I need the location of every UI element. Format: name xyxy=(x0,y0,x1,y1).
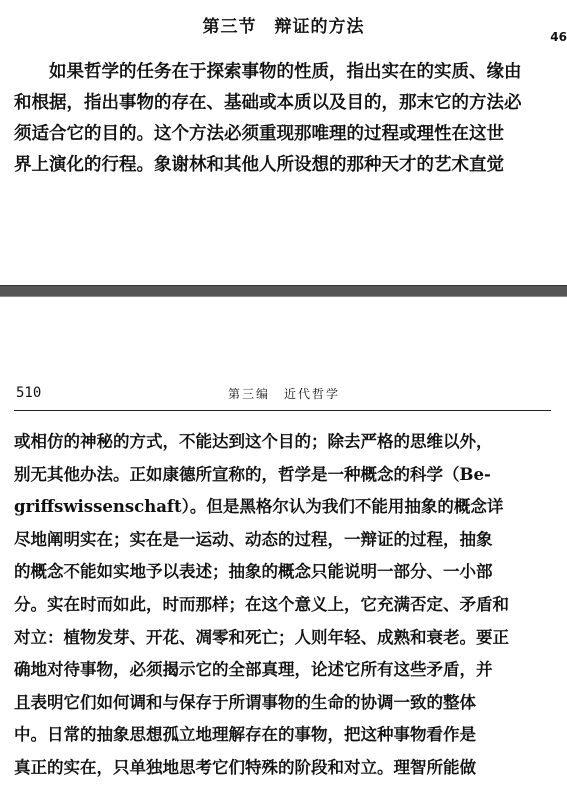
text-line: 须适合它的目的。这个方法必须重现那唯理的过程或理性在这世 xyxy=(14,124,504,144)
text-line: 确地对待事物，必须揭示它的全部真理，论述它所有这些矛盾，并 xyxy=(14,660,493,680)
text-line: 分。实在时而如此，时而那样；在这个意义上，它充满否定、矛盾和 xyxy=(14,594,509,614)
text-line: 或相仿的神秘的方式，不能达到这个目的；除去严格的思维以外， xyxy=(14,432,493,451)
corner-page-number: 46 xyxy=(550,30,567,44)
text-line: 和根据，指出事物的存在、基础或本质以及目的，那末它的方法必 xyxy=(14,93,522,113)
page-separator xyxy=(0,285,567,297)
upper-page xyxy=(0,0,567,285)
text-line: 如果哲学的任务在于探索事物的性质，指出实在的实质、缘由 xyxy=(14,62,522,82)
header-rule xyxy=(14,410,551,411)
lower-paragraph xyxy=(14,426,554,785)
lower-page xyxy=(0,297,567,777)
text-line: 尽地阐明实在；实在是一运动、动态的过程，一辩证的过程，抽象 xyxy=(14,529,493,549)
text-line: griffswissenschaft）。但是黑格尔认为我们不能用抽象的概念详 xyxy=(14,497,504,517)
text-line: 真正的实在，只单独地思考它们特殊的阶段和对立。理智所能做 xyxy=(14,757,476,777)
text-line: 对立：植物发芽、开花、凋零和死亡；人则年轻、成熟和衰老。要正 xyxy=(14,627,509,647)
text-line: 且表明它们如何调和与保存于所谓事物的生命的协调一致的整体 xyxy=(14,692,476,712)
text-line: 中。日常的抽象思想孤立地理解存在的事物，把这种事物看作是 xyxy=(14,725,476,745)
text-line: 界上演化的行程。象谢林和其他人所设想的那种天才的艺术直觉 xyxy=(14,155,504,175)
running-title: 第三编 近代哲学 xyxy=(227,387,340,401)
running-header xyxy=(14,385,554,409)
text-line: 的概念不能如实地予以表述；抽象的概念只能说明一部分、一小部 xyxy=(14,562,493,582)
upper-paragraph xyxy=(14,57,554,181)
section-heading: 第三节 辩证的方法 xyxy=(202,17,365,37)
page-number: 510 xyxy=(16,385,42,401)
text-line: 别无其他办法。正如康德所宣称的，哲学是一种概念的科学（Be- xyxy=(14,464,491,484)
